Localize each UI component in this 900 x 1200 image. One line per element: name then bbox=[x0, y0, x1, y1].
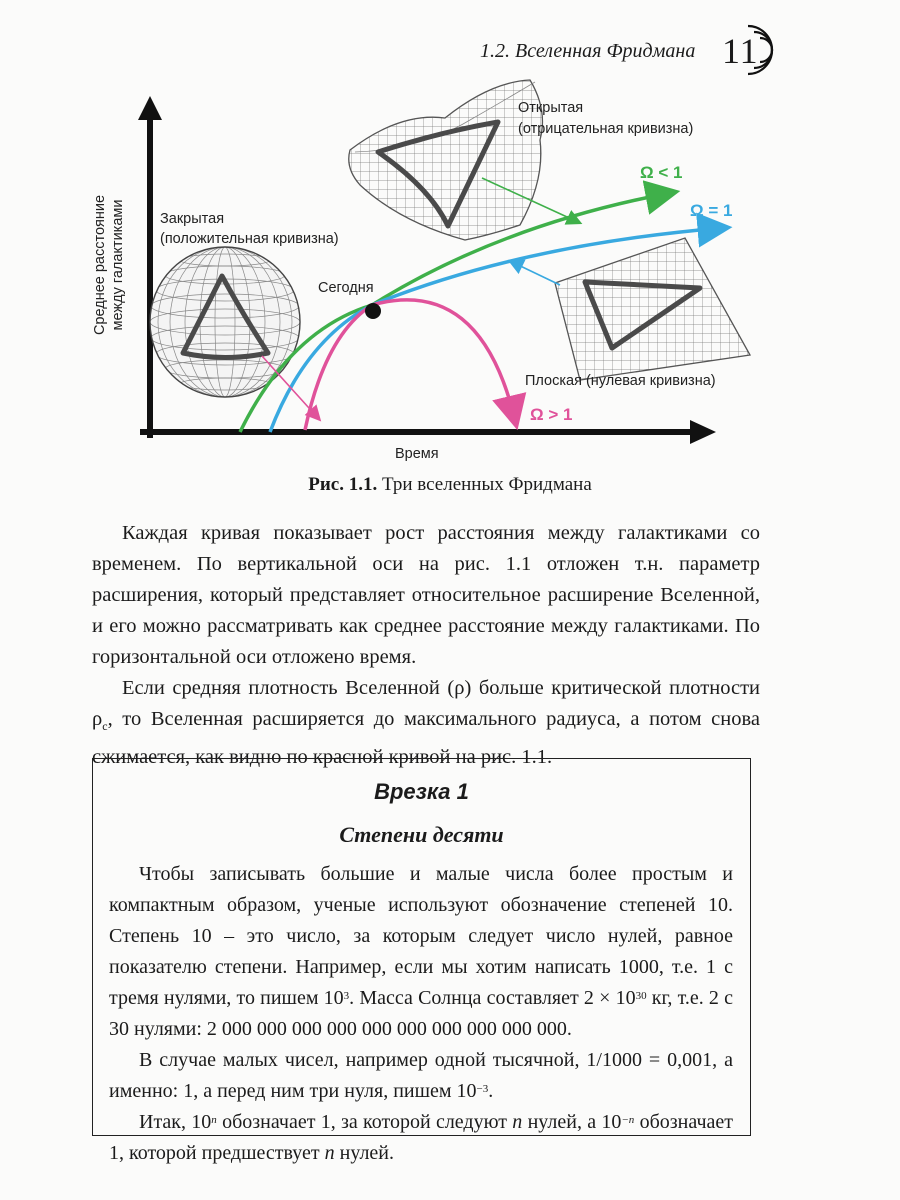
x-axis bbox=[140, 420, 716, 444]
y-axis-label-line1: Среднее расстояние bbox=[92, 194, 108, 336]
box-subtitle: Степени десяти bbox=[339, 822, 504, 847]
main-text bbox=[92, 518, 760, 773]
box-p1-sup2: 30 bbox=[635, 990, 647, 1002]
box-p3-c: нулей, а 10 bbox=[522, 1111, 622, 1133]
box-paragraph-3 bbox=[109, 1107, 733, 1169]
friedmann-figure bbox=[0, 0, 900, 520]
page-number: 11 bbox=[722, 31, 759, 71]
p2-part-b: , то Вселенная расширяется до максимального радиуса, а потом снова сжимается, как видно по красной кривой на рис. 1.1. bbox=[92, 708, 760, 769]
box-p3-sup1: n bbox=[211, 1114, 217, 1126]
closed-label-line2: (положительная кривизна) bbox=[160, 231, 339, 247]
box-p1-sup1: 3 bbox=[343, 990, 350, 1002]
open-universe-saddle bbox=[349, 80, 543, 240]
closed-label-line1: Закрытая bbox=[160, 211, 225, 227]
box-p3-d: обозначает 1, которой предшествует bbox=[109, 1111, 733, 1164]
box-p1-a: Чтобы записывать большие и малые числа более простым и компактным образом, ученые используют обозначение степеней 10. Степень 10 – это число, за которым следует число нулей, равное показателю степени. Например, если мы хотим написать 1000, т.е. 1 с тремя нулями, то пишем 10 bbox=[109, 863, 733, 1009]
omega-eq-label: Ω = 1 bbox=[690, 201, 733, 220]
box-p3-n2: n bbox=[324, 1142, 335, 1164]
flat-label: Плоская (нулевая кривизна) bbox=[525, 373, 716, 389]
box-title: Врезка 1 bbox=[374, 779, 469, 804]
sidebar-box bbox=[92, 758, 751, 1164]
y-axis-label-line2: между галактиками bbox=[110, 199, 126, 331]
omega-gt-label: Ω > 1 bbox=[530, 405, 573, 424]
box-p3-sup2: −n bbox=[621, 1114, 635, 1126]
open-label-line1: Открытая bbox=[518, 100, 584, 116]
omega-lt-label: Ω < 1 bbox=[640, 163, 683, 182]
box-paragraph-2 bbox=[109, 1045, 733, 1107]
box-p3-e: нулей. bbox=[334, 1142, 395, 1164]
p2-part-a: Если средняя плотность Вселенной (ρ) больше критической плотности ρ bbox=[92, 677, 760, 730]
box-p3-n1: n bbox=[512, 1111, 523, 1133]
box-p1-c: кг, т.е. 2 с 30 нулями: 2 000 000 000 000 000 000 000 000 000 000. bbox=[109, 987, 734, 1040]
box-p3-a: Итак, 10 bbox=[139, 1111, 212, 1133]
open-label-line2: (отрицательная кривизна) bbox=[518, 121, 694, 137]
today-label: Сегодня bbox=[318, 280, 374, 296]
box-p2-b: . bbox=[488, 1080, 494, 1102]
caption-number: Рис. 1.1. bbox=[308, 474, 378, 495]
rho-c-subscript: c bbox=[102, 719, 108, 734]
flat-pointer-arrow bbox=[512, 262, 560, 285]
x-axis-label: Время bbox=[395, 446, 439, 462]
box-text bbox=[109, 859, 733, 1169]
closed-pointer-arrow bbox=[262, 356, 318, 418]
box-p2-sup: −3 bbox=[476, 1083, 489, 1095]
figure-caption bbox=[0, 474, 900, 496]
flat-universe-plane bbox=[555, 238, 750, 380]
today-dot bbox=[365, 303, 381, 319]
box-p2-a: В случае малых чисел, например одной тысячной, 1/1000 = 0,001, а именно: 1, а перед ним три нуля, пишем 10 bbox=[109, 1049, 733, 1102]
box-p1-b: . Масса Солнца составляет 2 × 10 bbox=[349, 987, 636, 1009]
caption-text: Три вселенных Фридмана bbox=[381, 474, 592, 495]
running-header: 1.2. Вселенная Фридмана bbox=[480, 40, 696, 62]
paragraph-1: Каждая кривая показывает рост расстояния между галактиками со временем. По вертикальной оси на рис. 1.1 отложен т.н. параметр расширения, который представляет относительное расширение Вселенной, и его можно рассматривать как среднее расстояние между галактиками. По горизонтальной оси отложено время. bbox=[92, 522, 760, 668]
box-p3-b: обозначает 1, за которой следуют bbox=[216, 1111, 513, 1133]
y-axis bbox=[138, 96, 162, 438]
box-paragraph-1 bbox=[109, 859, 733, 1045]
